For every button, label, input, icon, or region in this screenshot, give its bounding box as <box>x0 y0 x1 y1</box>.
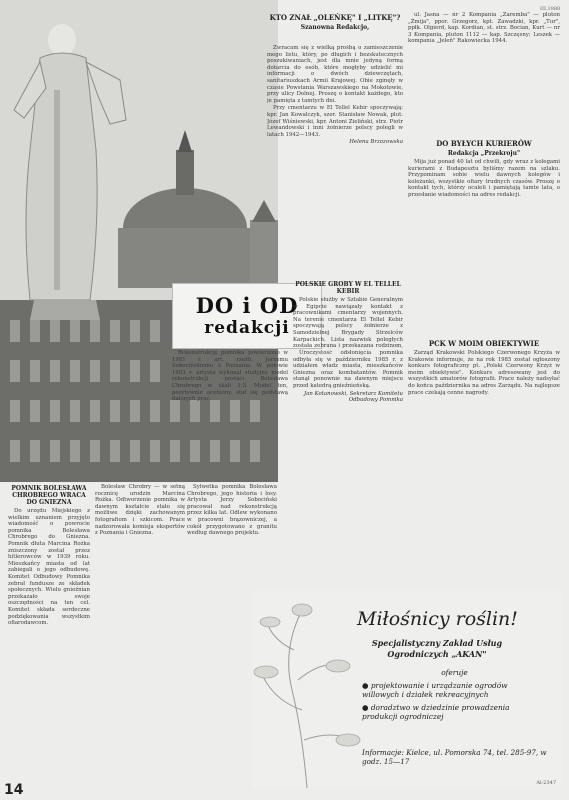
article-pomnik-cont2-text: Sylwetka pomnika Bolesława Chrobrego, jego historia i losy. Artysta Jerzy Sobociński pracował nad rekonstrukcją przez kilka lat. Odlew wykonano w pracowni brązowniczej, a cokół przygotowano z granitu według dawnego projektu. <box>187 484 277 537</box>
article-kurierow-heading: DO BYŁYCH KURIERÓW <box>436 139 532 148</box>
article-kto-znal-text: Zwracam się z wielką prośbą o zamieszczenie mego listu, który, po długich i bezskutecznych poszukiwaniach, jest dla mnie jedyną formą dotarcia do osób, które mogłyby udzielić mi informacji o dwóch dziewczętach, sanitariuszkach Armii Krajowej. Obie zginęły w czasie Powstania Warszawskiego na Mokotowie, przy ulicy Dolnej. Proszę o kontakt każdego, kto je pamięta z tamtych dni. <box>267 45 403 104</box>
article-polskie-groby-heading: POLSKIE GROBY W EL TELLEL KEBIR <box>295 281 401 295</box>
article-polskie-groby-text: Polskie służby w Sztabie Generalnym w Egipcie nawiązały kontakt z pracownikami cmentarzy wojennych. Na terenie cmentarza El Tellel Kebir spoczywają polscy żołnierze z Samodzielnej Brygady Strzelców Karpackich. Lista nazwisk poległych została zebrana i przekazana rodzinom, <box>293 297 403 350</box>
ad-offer-item: ● doradztwo w dziedzinie prowadzenia produkcji ogrodniczej <box>362 702 510 721</box>
list-names-top <box>408 12 560 137</box>
article-pomnik-text: Do urzędu Miejskiego z wielkim uznaniem przyjęto wiadomość o powrocie pomnika Bolesława Chrobrego do Gniezna. Pomnik dłuta Marcina Rożka zniszczony został przez hitlerowców w 1939 roku. Mieszkańcy miasta od lat zabiegali o jego odbudowę. Komitet Odbudowy Pomnika zebrał fundusze ze składek społecznych. Wielu gnieźnian przekazało swoje oszczędności na ten cel. Komitet składa serdeczne podziękowania wszystkim ofiarodawcom. <box>8 508 90 627</box>
article-rekonstrukcja-text: Rekonstrukcję pomnika powierzono w 1981 r. art. rzeźb. Jerzemu Sobocińskiemu z Poznania. W połowie 1983 r. artysta wykonał studyjny model rekonstrukcji postaci Bolesława Chrobrego w skali 1:3. Model ten, pozytywnie oceniony, stał się podstawą dalszych prac. <box>172 350 288 403</box>
article-kto-znal-intro: Szanowna Redakcjo, <box>300 24 370 31</box>
plant-drawing <box>252 590 362 788</box>
article-polskie-groby <box>293 280 403 350</box>
section-title-line1: DO i OD <box>195 293 299 318</box>
article-pomnik-cont1-text: Bolesław Chrobry — w setną rocznicę urodzin Marcina Rożka. Odtworzenie pomnika w dawnym kształcie stało się możliwe dzięki zachowanym fotografiom i szkicom. Prace nadzorowała komisja ekspertów z Poznania i Gniezna. <box>95 484 185 537</box>
ad-subtitle-line2: Ogrodniczych „AKAN" <box>387 649 487 659</box>
frame-code: III.1888 <box>540 6 561 12</box>
list-names-text: ul. Jasna — nr 2 Kompania „Zaremba" — pluton „Żmija", ppor. Grzegorz, kpt. Zawadzki, kpr. „Tur", ppłk. Olgierd, kap. Kordian, st. strz. Bocian, Kurt — nr 3 Kompania, pluton 1112 — kap. Szczęsny; Leszek — kompania „Jeleń" Rakowiecka 1944. <box>408 12 560 45</box>
article-uroczystosc-text: Uroczystość odsłonięcia pomnika odbyła się w październiku 1985 r. z udziałem władz miasta, mieszkańców Gniezna oraz kombatantów. Pomnik stanął ponownie na dawnym miejscu przed katedrą gnieźnieńską. <box>293 350 403 389</box>
advertisement-akan <box>252 590 562 788</box>
article-pomnik-heading: POMNIK BOLESŁAWA CHROBREGO WRACA DO GNIEZNA <box>11 485 87 506</box>
article-kto-znal-header <box>267 12 403 46</box>
article-kurierow-text: Mija już ponad 40 lat od chwili, gdy wraz z kolegami kurierami z Budapesztu byliśmy razem na szlaku. Przypominam sobie wielu dawnych kolegów i koleżanki, wszystkie ofiary trudnych czasów. Proszę o kontakt tych, którzy ocaleli i pamiętają tamte lata, o przesłanie wiadomości na adres redakcji. <box>408 159 560 198</box>
ad-title: Miłośnicy roślin! <box>357 608 518 630</box>
article-kto-znal-signature: Helena Brzozowska <box>349 139 403 146</box>
ad-code: Al-2347 <box>536 780 556 786</box>
ad-contact-info: Informacje: Kielce, ul. Pomorska 74, tel. 285-97, w godz. 15—17 <box>362 748 547 766</box>
article-pck-text: Zarząd Krakowski Polskiego Czerwonego Krzyża w Krakowie informuje, że na rok 1985 został ogłoszony konkurs fotograficzny pt. „Polski Czerwony Krzyż w moim obiektywie". Konkurs adresowany jest do wszystkich amatorów fotografii. Prace należy nadsyłać do końca października na adres Zarządu. Na najlepsze prace czekają cenne nagrody. <box>408 350 560 396</box>
article-kto-znal-body <box>267 45 403 275</box>
article-pomnik <box>8 484 90 786</box>
ad-offer-list <box>362 668 547 725</box>
article-kto-znal-heading: KTO ZNAŁ „OLEŃKĘ" I „LITKĘ"? <box>269 13 401 22</box>
ad-offer-item: ● projektowanie i urządzanie ogrodów willowych i działek rekreacyjnych <box>362 680 508 699</box>
section-title-line2: redakcji <box>204 318 290 338</box>
ad-subtitle <box>362 638 512 660</box>
page-number: 14 <box>4 782 24 798</box>
article-rekonstrukcja <box>172 350 288 450</box>
article-polskie-groby-extra: Przy cmentarzu w El Tellel Kebir spoczywają: kpr. Jan Kowalczyk, szer. Stanisław Nowak, plut. Józef Wiśniewski, kpr. Antoni Zieliński, strz. Piotr Lewandowski i inni żołnierze polscy polegli w latach 1942—1943. <box>267 105 403 138</box>
ad-offer-item-text: projektowanie i urządzanie ogrodów willowych i działek rekreacyjnych <box>362 680 508 699</box>
article-uroczystosc <box>293 350 403 450</box>
article-pck <box>408 338 560 586</box>
article-kurierow-intro: Redakcja „Przekroju" <box>447 150 521 157</box>
article-pomnik-cont1 <box>95 484 185 784</box>
article-pck-heading: PCK W MOIM OBIEKTYWIE <box>428 339 540 348</box>
article-do-bylych-kurierow <box>408 138 560 338</box>
article-uroczystosc-signature: Jan Kotanowski, Sekretarz Komitetu Odbudowy Pomnika <box>304 390 403 404</box>
ad-subtitle-line1: Specjalistyczny Zakład Usług <box>371 638 503 648</box>
ad-offer-item-text: doradztwo w dziedzinie prowadzenia produkcji ogrodniczej <box>362 702 510 721</box>
ad-offer-intro: oferuje <box>441 668 468 677</box>
